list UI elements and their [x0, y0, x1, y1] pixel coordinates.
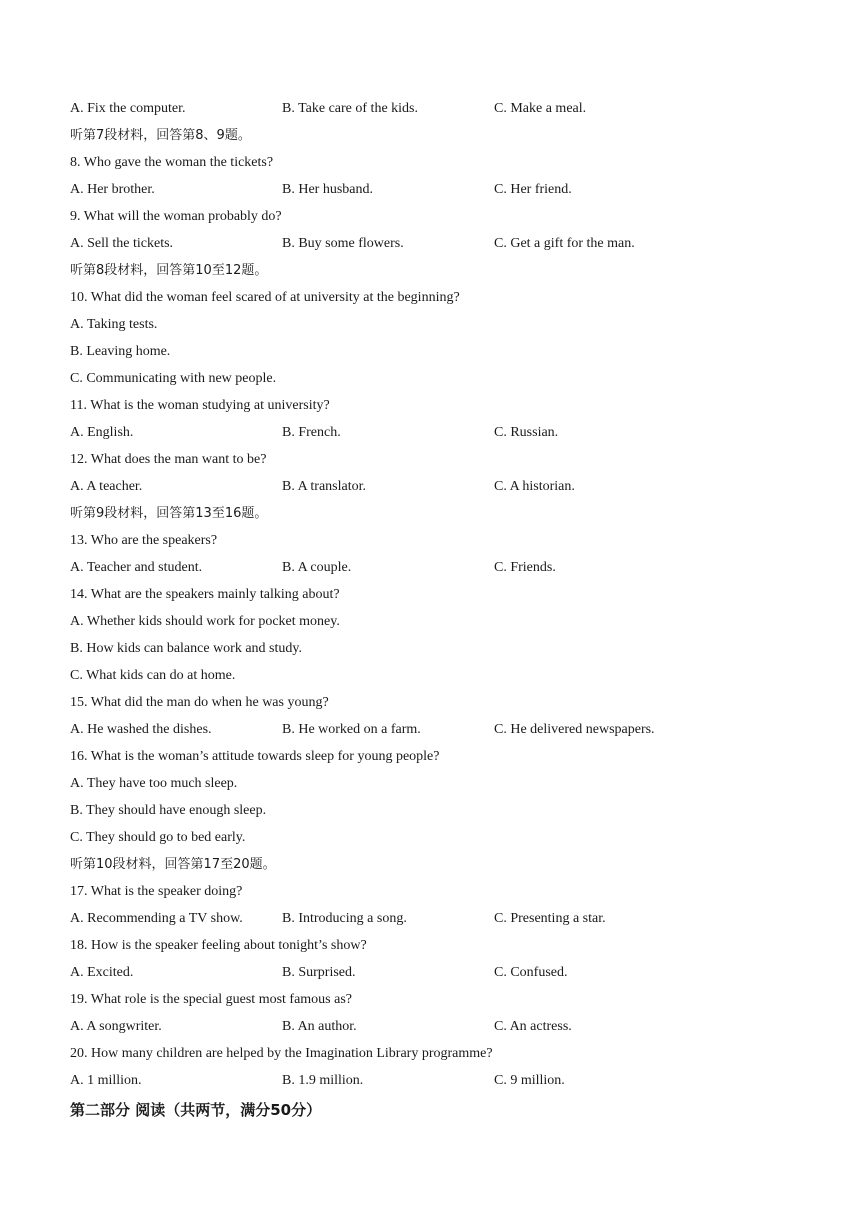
q17-option-b: B. Introducing a song. [282, 911, 407, 926]
part-2-heading: 第二部分 阅读（共两节，满分50分） [70, 1101, 322, 1119]
q13-option-a: A. Teacher and student. [70, 560, 203, 575]
q15-options [70, 719, 790, 746]
q15-question: 15. What did the man do when he was young? [70, 695, 329, 710]
q19-option-c: C. An actress. [494, 1019, 572, 1034]
q20-option-c: C. 9 million. [494, 1073, 565, 1088]
q17-option-a: A. Recommending a TV show. [70, 911, 243, 926]
q7-option-b: B. Take care of the kids. [282, 101, 418, 116]
q10-option-c: C. Communicating with new people. [70, 371, 277, 386]
q10-question: 10. What did the woman feel scared of at university at the beginning? [70, 290, 460, 305]
q16-option-b: B. They should have enough sleep. [70, 803, 267, 818]
q10-option-a: A. Taking tests. [70, 317, 158, 332]
q16-option-a: A. They have too much sleep. [70, 776, 238, 791]
q20-options [70, 1070, 790, 1097]
q20-option-b: B. 1.9 million. [282, 1073, 364, 1088]
q13-question: 13. Who are the speakers? [70, 533, 218, 548]
q12-question: 12. What does the man want to be? [70, 452, 267, 467]
q7-option-c: C. Make a meal. [494, 101, 587, 116]
q9-option-b: B. Buy some flowers. [282, 236, 404, 251]
section-10-instruction: 听第10段材料，回答第17至20题。 [70, 857, 276, 872]
q17-option-c: C. Presenting a star. [494, 911, 606, 926]
q8-question: 8. Who gave the woman the tickets? [70, 155, 274, 170]
q11-option-b: B. French. [282, 425, 341, 440]
q20-option-a: A. 1 million. [70, 1073, 142, 1088]
q8-option-c: C. Her friend. [494, 182, 572, 197]
q16-question: 16. What is the woman’s attitude towards sleep for young people? [70, 749, 440, 764]
q18-question: 18. How is the speaker feeling about tonight’s show? [70, 938, 367, 953]
q7-options [70, 98, 790, 125]
q15-option-c: C. He delivered newspapers. [494, 722, 655, 737]
q13-option-c: C. Friends. [494, 560, 556, 575]
q17-options [70, 908, 790, 935]
section-7-instruction: 听第7段材料，回答第8、9题。 [70, 128, 251, 143]
q12-option-b: B. A translator. [282, 479, 366, 494]
q12-option-c: C. A historian. [494, 479, 575, 494]
q12-option-a: A. A teacher. [70, 479, 143, 494]
q18-options [70, 962, 790, 989]
q13-options [70, 557, 790, 584]
q19-question: 19. What role is the special guest most famous as? [70, 992, 353, 1007]
q15-option-a: A. He washed the dishes. [70, 722, 212, 737]
q16-option-c: C. They should go to bed early. [70, 830, 246, 845]
q9-option-c: C. Get a gift for the man. [494, 236, 635, 251]
q18-option-a: A. Excited. [70, 965, 134, 980]
q9-question: 9. What will the woman probably do? [70, 209, 282, 224]
q14-question: 14. What are the speakers mainly talking about? [70, 587, 340, 602]
q9-options [70, 233, 790, 260]
q19-option-a: A. A songwriter. [70, 1019, 162, 1034]
q8-option-a: A. Her brother. [70, 182, 155, 197]
q12-options [70, 476, 790, 503]
q18-option-b: B. Surprised. [282, 965, 356, 980]
section-9-instruction: 听第9段材料，回答第13至16题。 [70, 506, 268, 521]
q17-question: 17. What is the speaker doing? [70, 884, 243, 899]
q8-option-b: B. Her husband. [282, 182, 373, 197]
q11-options [70, 422, 790, 449]
q13-option-b: B. A couple. [282, 560, 352, 575]
q14-option-a: A. Whether kids should work for pocket money. [70, 614, 340, 629]
q8-options [70, 179, 790, 206]
q11-option-c: C. Russian. [494, 425, 559, 440]
q14-option-c: C. What kids can do at home. [70, 668, 236, 683]
q11-option-a: A. English. [70, 425, 134, 440]
q11-question: 11. What is the woman studying at university? [70, 398, 330, 413]
section-8-instruction: 听第8段材料，回答第10至12题。 [70, 263, 268, 278]
q15-option-b: B. He worked on a farm. [282, 722, 421, 737]
q18-option-c: C. Confused. [494, 965, 568, 980]
q10-option-b: B. Leaving home. [70, 344, 171, 359]
q7-option-a: A. Fix the computer. [70, 101, 186, 116]
q14-option-b: B. How kids can balance work and study. [70, 641, 302, 656]
q20-question: 20. How many children are helped by the Imagination Library programme? [70, 1046, 493, 1061]
q19-option-b: B. An author. [282, 1019, 357, 1034]
q19-options [70, 1016, 790, 1043]
q9-option-a: A. Sell the tickets. [70, 236, 174, 251]
exam-page [70, 98, 790, 1127]
